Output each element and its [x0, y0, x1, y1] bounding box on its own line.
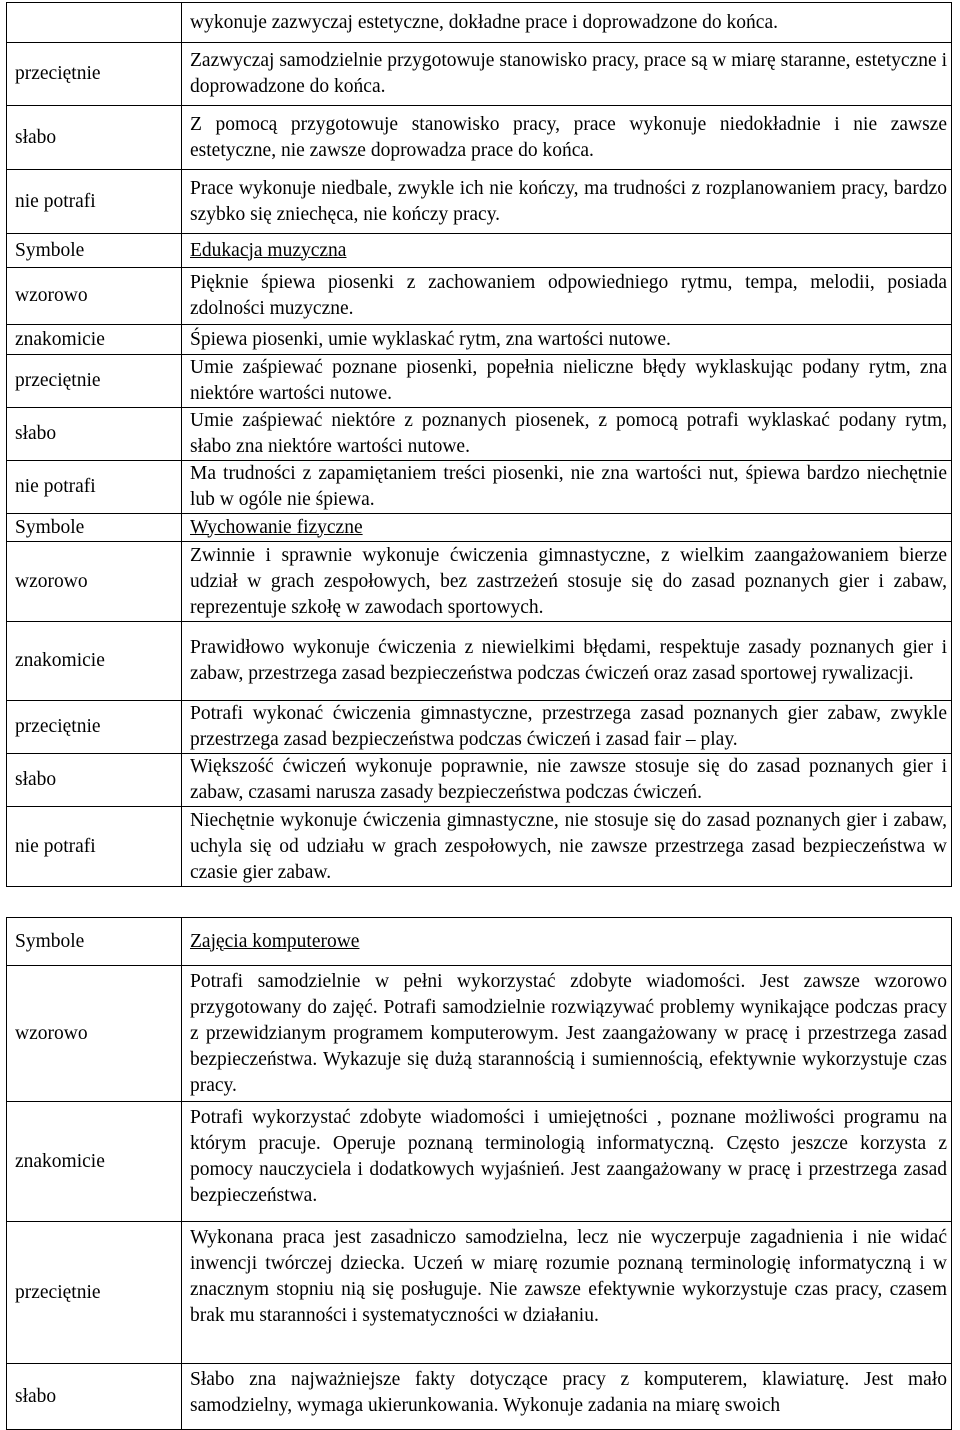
grade-description: Słabo zna najważniejsze fakty dotyczące pracy z komputerem, klawiaturę. Jest mało samodzielny, wymaga ukierunkowania. Wykonuje zadania na miarę swoich	[182, 1364, 952, 1430]
section-title-pe: Wychowanie fizyczne	[190, 516, 363, 538]
grade-label: słabo	[7, 106, 182, 170]
table-row	[7, 268, 952, 325]
section-title-music: Edukacja muzyczna	[190, 239, 347, 261]
section-header-row	[7, 918, 952, 966]
table-row	[7, 807, 952, 887]
table-row	[7, 461, 952, 514]
table-row	[7, 754, 952, 807]
grade-description: Niechętnie wykonuje ćwiczenia gimnastyczne, nie stosuje się do zasad poznanych gier i zabaw, uchyla się od udziału w grach zespołowych, nie zawsze przestrzega zasad bezpieczeństwa w czasie gier zabaw.	[182, 807, 952, 887]
grade-description: Umie zaśpiewać poznane piosenki, popełnia nieliczne błędy wyklaskując podany rytm, zna niektóre wartości nutowe.	[182, 355, 952, 408]
grading-table-2	[6, 917, 952, 1430]
section-header-row	[7, 514, 952, 542]
table-row	[7, 622, 952, 701]
grade-description: Wykonana praca jest zasadniczo samodzielna, lecz nie wyczerpuje zagadnienia i nie widać inwencji twórczej dziecka. Uczeń w miarę rozumie poznaną terminologię informatyczną i w znacznym stopniu nią się posługuje. Nie zawsze efektywnie wykorzystuje czas pracy, czasem brak mu staranności i systematyczności w działaniu.	[182, 1222, 952, 1364]
grade-label: wzorowo	[7, 966, 182, 1102]
grade-label: nie potrafi	[7, 170, 182, 234]
grade-label: znakomicie	[7, 1102, 182, 1222]
grade-description: Prawidłowo wykonuje ćwiczenia z niewielkimi błędami, respektuje zasady poznanych gier i zabaw, przestrzega zasad bezpieczeństwa podczas ćwiczeń oraz zasad sportowej rywalizacji.	[182, 622, 952, 701]
grade-description: Ma trudności z zapamiętaniem treści piosenki, nie zna wartości nut, śpiewa bardzo niechętnie lub w ogóle nie śpiewa.	[182, 461, 952, 514]
grade-description: Zazwyczaj samodzielnie przygotowuje stanowisko pracy, prace są w miarę staranne, estetyczne i doprowadzone do końca.	[182, 43, 952, 106]
grade-label: znakomicie	[7, 325, 182, 355]
table-row	[7, 355, 952, 408]
grade-label: nie potrafi	[7, 461, 182, 514]
section-title-computers: Zajęcia komputerowe	[190, 930, 360, 952]
grade-label: wzorowo	[7, 268, 182, 325]
grade-label: przeciętnie	[7, 355, 182, 408]
grade-description: wykonuje zazwyczaj estetyczne, dokładne prace i doprowadzone do końca.	[182, 3, 952, 43]
grade-label: wzorowo	[7, 542, 182, 622]
table-row	[7, 106, 952, 170]
symbols-header: Symbole	[7, 234, 182, 268]
grade-label: słabo	[7, 754, 182, 807]
symbols-header: Symbole	[7, 918, 182, 966]
grade-description: Zwinnie i sprawnie wykonuje ćwiczenia gimnastyczne, z wielkim zaangażowaniem bierze udział w grach zespołowych, bez zastrzeżeń stosuje się do zasad poznanych gier i zabaw, reprezentuje szkołę w zawodach sportowych.	[182, 542, 952, 622]
symbols-header: Symbole	[7, 514, 182, 542]
grade-label	[7, 3, 182, 43]
grade-label: słabo	[7, 408, 182, 461]
grade-description: Śpiewa piosenki, umie wyklaskać rytm, zna wartości nutowe.	[182, 325, 952, 355]
table-row	[7, 170, 952, 234]
grade-description: Prace wykonuje niedbale, zwykle ich nie kończy, ma trudności z rozplanowaniem pracy, bardzo szybko się zniechęca, nie kończy pracy.	[182, 170, 952, 234]
grade-description: Potrafi samodzielnie w pełni wykorzystać zdobyte wiadomości. Jest zawsze wzorowo przygotowany do zajęć. Potrafi samodzielnie rozwiązywać problemy wynikające podczas pracy z przewidzianym programem komputerowym. Jest zaangażowany w pracę i przestrzega zasad bezpieczeństwa. Wykazuje się dużą starannością i sumiennością, efektywnie wykorzystuje czas pracy.	[182, 966, 952, 1102]
section-header-row	[7, 234, 952, 268]
table-row	[7, 43, 952, 106]
table-row	[7, 408, 952, 461]
table-row	[7, 542, 952, 622]
grading-table-1	[6, 2, 952, 887]
grade-label: nie potrafi	[7, 807, 182, 887]
grade-description: Potrafi wykorzystać zdobyte wiadomości i umiejętności , poznane możliwości programu na którym pracuje. Operuje poznaną terminologią informatyczną. Często jeszcze korzysta z pomocy nauczyciela i dodatkowych wyjaśnień. Jest zaangażowany w pracę i przestrzega zasad bezpieczeństwa.	[182, 1102, 952, 1222]
grade-description: Z pomocą przygotowuje stanowisko pracy, prace wykonuje niedokładnie i nie zawsze estetyczne, nie zawsze doprowadza prace do końca.	[182, 106, 952, 170]
grade-label: przeciętnie	[7, 1222, 182, 1364]
table-row	[7, 1102, 952, 1222]
table-row	[7, 701, 952, 754]
grade-label: znakomicie	[7, 622, 182, 701]
table-row	[7, 966, 952, 1102]
table-row	[7, 325, 952, 355]
grade-description: Pięknie śpiewa piosenki z zachowaniem odpowiedniego rytmu, tempa, melodii, posiada zdolności muzyczne.	[182, 268, 952, 325]
grade-description: Umie zaśpiewać niektóre z poznanych piosenek, z pomocą potrafi wyklaskać podany rytm, słabo zna niektóre wartości nutowe.	[182, 408, 952, 461]
grade-label: słabo	[7, 1364, 182, 1430]
grade-label: przeciętnie	[7, 43, 182, 106]
grade-description: Większość ćwiczeń wykonuje poprawnie, nie zawsze stosuje się do zasad poznanych gier i zabaw, czasami narusza zasady bezpieczeństwa podczas ćwiczeń.	[182, 754, 952, 807]
grade-description: Potrafi wykonać ćwiczenia gimnastyczne, przestrzega zasad poznanych gier zabaw, zwykle przestrzega zasad bezpieczeństwa podczas ćwiczeń i zasad fair – play.	[182, 701, 952, 754]
grade-label: przeciętnie	[7, 701, 182, 754]
table-row	[7, 3, 952, 43]
table-row	[7, 1222, 952, 1364]
table-row	[7, 1364, 952, 1430]
